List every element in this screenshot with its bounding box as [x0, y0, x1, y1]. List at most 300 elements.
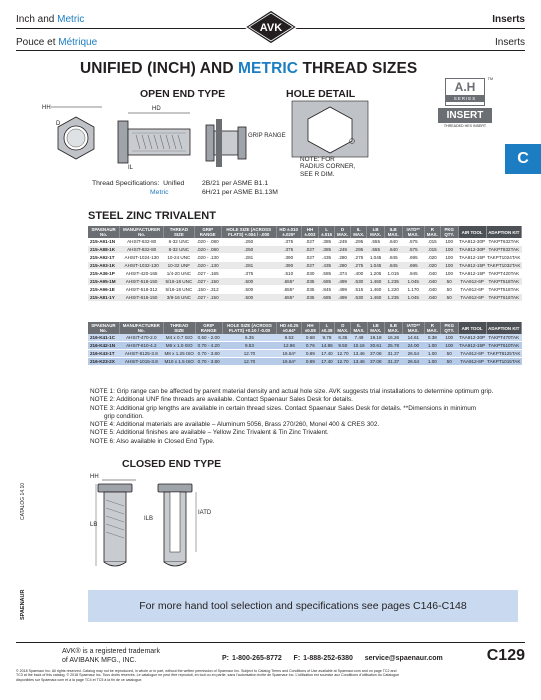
open-end-diagram	[36, 99, 286, 177]
table-cell: .575	[402, 246, 424, 254]
table-cell: .530	[351, 278, 367, 286]
table-cell: .020 - .130	[194, 254, 221, 262]
table-cell: 100	[440, 262, 458, 270]
table-cell: AHSIT-1024-130	[120, 254, 164, 262]
note-line: NOTE 1: Grip range can be affected by parent material density and actual hole size. AVK suggests trial installations to determine optimum grip.	[90, 388, 494, 395]
table-cell: 12.70	[335, 358, 351, 366]
table-cell: 1.00	[424, 350, 440, 358]
table-cell: .385	[319, 238, 335, 246]
footer-contact	[222, 655, 443, 662]
table-cell: 14.61	[402, 334, 424, 342]
table-cell: AHSIT-420-165	[120, 270, 164, 278]
table-cell: .585	[319, 270, 335, 278]
page-number: C129	[486, 647, 525, 664]
table-cell: 37.08	[367, 358, 384, 366]
table-cell: .499	[335, 294, 351, 302]
table-cell: .020 - .130	[194, 262, 221, 270]
table-cell: TAKPT518TAK	[486, 278, 521, 286]
table-cell: .500	[221, 278, 276, 286]
table-cell: 16.64*	[277, 350, 302, 358]
table-cell: 50	[440, 286, 458, 294]
table-cell: AHSIT-1032-130	[120, 262, 164, 270]
table-cell: 0.68	[302, 334, 320, 342]
table-cell: TAKPT420TAK	[486, 270, 521, 278]
table-cell: .390	[276, 254, 301, 262]
table-cell: 5/16-18 UNC	[165, 287, 193, 293]
table-cell: TAKPT1024TAK	[487, 255, 521, 261]
note-line: NOTE 2: Additional UNF fine threads are available. Contact Spaenaur Sales Desk for details.	[90, 396, 353, 404]
table-cell: 100	[440, 334, 458, 342]
table-cell: TAA912-6P	[458, 358, 486, 366]
column-header: IL MAX.	[351, 226, 367, 238]
steel-zinc-heading: STEEL ZINC TRIVALENT	[88, 210, 216, 222]
table-cell: M6 x 1.0 ISO	[163, 342, 195, 350]
note-line: NOTE 3: Additional grip lengths are available in certain thread sizes. Contact Spaenaur Sales Desk for details. **Dimensions in minimum	[90, 404, 477, 412]
table-cell: 215-A88-1K	[88, 246, 120, 254]
table-cell: 1.205	[367, 270, 384, 278]
inch-header-row	[88, 226, 522, 238]
table-cell: 216-K41-1C	[88, 334, 119, 342]
column-header: HOLE SIZE (ACROSS FLATS) +0.10 / -0.00	[222, 322, 277, 334]
table-row	[88, 334, 522, 342]
closed-end-section-view	[158, 484, 192, 566]
column-header: THREAD SIZE	[163, 322, 195, 334]
hole-detail-note: NOTE: FOR RADIUS CORNER, SEE R DIM.	[300, 156, 356, 178]
table-cell: .030	[301, 270, 319, 278]
table-cell: 12.70	[335, 350, 351, 358]
column-header: HH ±0.08	[302, 322, 320, 334]
footer-rule	[16, 642, 525, 643]
table-cell: .020 - .080	[194, 238, 221, 246]
table-cell: AHSIT-518-150	[120, 278, 164, 286]
column-header: D MAX.	[335, 322, 351, 334]
table-cell: .280	[335, 254, 351, 262]
table-cell: .390	[276, 262, 301, 270]
table-cell: TAA912-6P	[458, 286, 486, 294]
table-cell: 1.00	[424, 342, 440, 350]
table-row	[88, 262, 522, 270]
table-cell: AHSIT-610-4.2	[119, 342, 163, 350]
table-cell: .435	[319, 262, 335, 270]
table-cell: 9.53	[277, 334, 302, 342]
header-section-fr: Inserts	[494, 37, 525, 48]
table-cell: 6-32 UNC	[164, 238, 194, 246]
table-cell: .027 - .165	[194, 270, 221, 278]
table-cell: TAKPT832TAK	[486, 246, 521, 254]
column-header: SPAENAUR No.	[88, 322, 119, 334]
table-cell: .945	[402, 270, 424, 278]
table-cell: .530	[351, 294, 367, 302]
table-cell: 14.86	[319, 342, 335, 350]
table-cell: 10-32 UNF	[164, 262, 194, 270]
svg-text:D: D	[56, 121, 61, 127]
table-cell: 1.460	[367, 278, 384, 286]
table-cell: 5/16-18 UNC	[165, 279, 193, 285]
column-header: ILB MAX.	[384, 226, 402, 238]
svg-text:HH: HH	[90, 474, 99, 480]
table-cell: TAA912-6P	[458, 278, 486, 286]
table-cell: .281	[221, 254, 276, 262]
table-cell: .685	[319, 278, 335, 286]
table-cell: 26.54	[402, 350, 424, 358]
table-cell: TAA912-6P	[458, 294, 486, 302]
table-cell: .281	[221, 262, 276, 270]
svg-text:IATD: IATD	[198, 510, 212, 516]
table-cell: 0.70 - 3.80	[195, 350, 222, 358]
table-cell: TAA912-15P	[459, 263, 486, 269]
hole-detail-heading: HOLE DETAIL	[286, 88, 356, 100]
table-cell: TAA912-30P	[459, 247, 486, 253]
column-header: ADAPTION KIT	[486, 322, 521, 334]
table-cell: TAKPT1015TAK	[487, 359, 521, 365]
column-header: GRIP RANGE	[194, 226, 221, 238]
svg-text:ILB: ILB	[144, 516, 154, 522]
column-header: R MAX.	[424, 322, 440, 334]
table-row	[88, 270, 522, 278]
column-header: IATD** MAX.	[402, 226, 424, 238]
column-header: GRIP RANGE	[195, 322, 222, 334]
table-cell: .695	[402, 262, 424, 270]
table-cell: 26.54	[402, 358, 424, 366]
table-cell: .035	[301, 294, 319, 302]
table-cell: 25.78	[384, 342, 402, 350]
table-cell: .295	[351, 238, 367, 246]
table-cell: 100	[440, 254, 458, 262]
table-cell: 1.00	[424, 358, 440, 366]
table-cell: 1/4-20 UNC	[164, 270, 194, 278]
table-cell: 1.170	[402, 286, 424, 294]
table-cell: .510	[276, 270, 301, 278]
table-cell: M8 x 1.25 ISO	[164, 351, 194, 357]
table-cell: .249	[335, 238, 351, 246]
table-cell: .027	[301, 238, 319, 246]
table-cell: .374	[335, 270, 351, 278]
table-cell: .027	[301, 262, 319, 270]
column-header: MANUFACTURER No.	[120, 226, 164, 238]
table-cell: 215-A93-1K	[88, 262, 120, 270]
table-cell: 0.38	[424, 334, 440, 342]
column-header: L ±.015	[319, 226, 335, 238]
table-cell: .020	[424, 262, 440, 270]
column-header: AIR TOOL	[458, 226, 486, 238]
table-cell: TAKPT632TAK	[486, 238, 521, 246]
open-end-side-view	[118, 121, 190, 163]
table-cell: .500	[221, 294, 276, 302]
table-cell: 17.40	[319, 350, 335, 358]
table-cell: .655*	[276, 278, 301, 286]
column-header: THREAD SIZE	[164, 226, 194, 238]
footer-email[interactable]: service@spaenaur.com	[364, 655, 443, 662]
table-cell: 215-A91-1N	[88, 238, 120, 246]
table-cell: 1.015	[384, 270, 402, 278]
table-cell: 215-A92-1T	[88, 254, 120, 262]
column-header: PKG QTY.	[440, 226, 458, 238]
table-cell: 6.35	[222, 334, 277, 342]
table-cell: 9.50	[335, 342, 351, 350]
table-cell: 215-A36-1P	[88, 270, 120, 278]
table-cell: 0.89	[302, 350, 320, 358]
table-cell: .035	[301, 278, 319, 286]
svg-text:LB: LB	[90, 522, 98, 528]
table-cell: 0.76	[302, 342, 320, 350]
column-header: D MAX.	[335, 226, 351, 238]
table-cell: 12.70	[222, 350, 277, 358]
metric-header-row	[88, 322, 522, 334]
table-cell: .027 - .150	[194, 294, 221, 302]
page-title: UNIFIED (INCH) AND METRIC THREAD SIZES	[80, 60, 418, 77]
table-cell: 8-32 UNC	[164, 246, 194, 254]
table-cell: 37.08	[367, 350, 384, 358]
closed-end-diagram	[88, 470, 248, 578]
table-row	[88, 278, 522, 286]
table-cell: .555	[367, 246, 384, 254]
table-cell: 3/8-16 UNC	[164, 294, 194, 302]
open-end-heading: OPEN END TYPE	[140, 88, 226, 100]
promo-banner: For more hand tool selection and specifications see pages C146-C148	[88, 590, 518, 622]
note-line: NOTE 4: Additional materials are available – Aluminum 5056, Brass 270/260, Monel 400 & CRES 302.	[90, 421, 380, 429]
table-cell: .040	[424, 294, 440, 302]
table-cell: .280	[335, 262, 351, 270]
table-row	[88, 246, 522, 254]
table-cell: M4 x 0.7 ISO	[163, 334, 195, 342]
table-cell: AHSIT-616-150	[120, 294, 164, 302]
table-cell: 31.37	[384, 350, 402, 358]
column-header: LB MAX.	[367, 226, 384, 238]
table-cell: 1.235	[384, 294, 402, 302]
table-cell: M10 x 1.5 ISO	[164, 359, 194, 365]
table-cell: .655*	[276, 294, 301, 302]
spaenaur-side-label: SPAENAUR	[20, 589, 26, 620]
table-row	[88, 254, 522, 262]
header-section-en: Inserts	[492, 14, 525, 25]
column-header: HD ±.010 ±.025*	[276, 226, 301, 238]
open-end-installed-view	[206, 119, 246, 167]
table-cell: AHSIT-632-80	[120, 238, 164, 246]
table-cell: TAKPT610TAK	[486, 342, 521, 350]
catalog-side-label: CATALOG 14.10	[20, 482, 26, 520]
table-row	[88, 238, 522, 246]
table-cell: 1.460	[367, 286, 384, 294]
table-cell: .040	[424, 286, 440, 294]
column-header: ADAPTION KIT	[486, 226, 521, 238]
table-cell: .020	[424, 254, 440, 262]
table-cell: .027	[301, 246, 319, 254]
table-cell: .275	[351, 254, 367, 262]
table-cell: .845	[384, 254, 402, 262]
table-cell: 100	[440, 270, 458, 278]
table-cell: TAA912-15P	[459, 343, 486, 349]
table-cell: .499	[335, 286, 351, 294]
table-cell: .150 - .312	[194, 286, 221, 294]
table-cell: 24.00	[402, 342, 424, 350]
table-cell: 0.50 - 2.00	[195, 334, 222, 342]
table-cell: .249	[335, 246, 351, 254]
table-cell: 30.61	[367, 342, 384, 350]
table-cell: TAA912-30P	[459, 335, 486, 341]
table-cell: 50	[440, 294, 458, 302]
table-cell: .015	[424, 246, 440, 254]
table-cell: .027	[301, 254, 319, 262]
table-cell: AHSIT-8125-3.8	[119, 350, 163, 358]
thread-spec-unified: Thread Specifications: Unified 2B/21 per ASME B1.1	[92, 180, 269, 187]
column-header: SPAENAUR No.	[88, 226, 120, 238]
table-cell: 13.46	[351, 358, 367, 366]
column-header: L ±0.38	[319, 322, 335, 334]
table-cell: TAA912-15P	[459, 271, 486, 277]
table-cell: .640	[384, 246, 402, 254]
closed-end-side-view	[98, 484, 132, 566]
table-cell: TAA912-30P	[459, 239, 486, 245]
table-cell: 1.045	[402, 278, 424, 286]
svg-text:GRIP RANGE: GRIP RANGE	[248, 133, 286, 139]
metric-spec-table	[88, 322, 522, 366]
notes-block	[90, 388, 520, 446]
section-tab-c: C	[505, 144, 541, 174]
table-cell: 16.26	[384, 334, 402, 342]
hole-detail-diagram	[290, 99, 370, 159]
table-cell: .015	[424, 238, 440, 246]
table-cell: 1.045	[367, 254, 384, 262]
table-cell: 216-K23-2X	[88, 358, 119, 366]
table-cell: 9.53	[222, 342, 277, 350]
table-cell: TAA912-15P	[459, 255, 486, 261]
table-cell: TAKPT8125TAK	[487, 351, 521, 357]
table-cell: .515	[351, 286, 367, 294]
trademark-line-1: AVK® is a registered trademark	[62, 648, 161, 655]
table-row	[88, 294, 522, 302]
table-cell: .845	[384, 262, 402, 270]
table-cell: .040	[424, 270, 440, 278]
table-cell: .685	[319, 294, 335, 302]
table-cell: .655*	[276, 286, 301, 294]
table-cell: .020 - .080	[194, 246, 221, 254]
table-cell: .640	[384, 238, 402, 246]
table-cell: 19.18	[367, 334, 384, 342]
table-cell: 12.96	[277, 342, 302, 350]
table-cell: .375	[221, 270, 276, 278]
table-cell: 1.045	[402, 294, 424, 302]
table-cell: 13.46	[351, 350, 367, 358]
table-cell: 100	[440, 238, 458, 246]
table-cell: .250	[221, 246, 276, 254]
table-cell: 17.40	[319, 358, 335, 366]
ah-series-badge: A.H SERIES TM INSERT THREADED HEX INSERT	[438, 78, 492, 128]
table-cell: 10-24 UNC	[164, 254, 194, 262]
table-cell: .500	[221, 286, 276, 294]
table-cell: 7.49	[351, 334, 367, 342]
column-header: R MAX.	[424, 226, 440, 238]
table-cell: 215-A81-1Y	[88, 294, 120, 302]
table-cell: .375	[276, 238, 301, 246]
table-cell: TAKPT518TAK	[486, 286, 521, 294]
table-cell: 216-K43-1T	[88, 350, 119, 358]
table-cell: 9.78	[319, 334, 335, 342]
table-cell: AHSIT-470-2.0	[119, 334, 163, 342]
svg-text:AVK: AVK	[259, 22, 283, 34]
column-header: HOLE SIZE (ACROSS FLATS) +.004 / -.000	[221, 226, 276, 238]
table-cell: TAKPT1032TAK	[487, 263, 521, 269]
table-cell: 50	[440, 350, 458, 358]
svg-text:IL: IL	[128, 165, 134, 171]
table-cell: 0.70 - 3.80	[195, 358, 222, 366]
table-cell: .375	[276, 246, 301, 254]
thread-spec-metric: Metric 6H/21 per ASME B1.13M	[150, 189, 278, 196]
table-cell: 10.16	[351, 342, 367, 350]
table-cell: 31.37	[384, 358, 402, 366]
table-cell: .400	[351, 270, 367, 278]
table-cell: 100	[440, 342, 458, 350]
table-cell: TAKPT470TAK	[486, 334, 521, 342]
trademark-line-2: of AVIBANK MFG., INC.	[62, 657, 137, 664]
inch-spec-table	[88, 226, 522, 302]
table-cell: .295	[351, 246, 367, 254]
table-row	[88, 358, 522, 366]
column-header: LB MAX.	[367, 322, 384, 334]
table-cell: 215-A96-1E	[88, 286, 120, 294]
closed-end-heading: CLOSED END TYPE	[122, 458, 222, 470]
table-cell: 215-A95-1M	[88, 278, 120, 286]
table-cell: 1.235	[384, 278, 402, 286]
table-cell: TAA912-6P	[458, 350, 486, 358]
table-cell: .435	[319, 254, 335, 262]
svg-text:HH: HH	[42, 105, 51, 111]
table-cell: 216-K42-1N	[88, 342, 119, 350]
table-cell: .035	[301, 286, 319, 294]
header-category-fr: Pouce et Métrique	[16, 37, 98, 48]
table-cell: .040	[424, 278, 440, 286]
header-rule-bottom	[16, 50, 525, 51]
table-cell: .275	[351, 262, 367, 270]
column-header: AIR TOOL	[458, 322, 486, 334]
column-header: ILB MAX.	[384, 322, 402, 334]
avk-logo	[243, 8, 299, 46]
column-header: HD ±0.25 ±0.64*	[277, 322, 302, 334]
note-line: NOTE 6: Also available in Closed End Type.	[90, 437, 215, 445]
table-cell: .555	[367, 238, 384, 246]
table-cell: AHSIT-832-80	[120, 246, 164, 254]
table-cell: 1.460	[367, 294, 384, 302]
svg-text:HD: HD	[152, 106, 161, 112]
table-cell: .499	[335, 278, 351, 286]
table-cell: 50	[440, 278, 458, 286]
table-cell: AHSIT-1015-3.8	[119, 358, 163, 366]
open-end-hex-view	[58, 117, 94, 159]
table-row	[88, 350, 522, 358]
table-cell: 1.045	[367, 262, 384, 270]
column-header: MANUFACTURER No.	[119, 322, 163, 334]
table-cell: 0.70 - 4.20	[195, 342, 222, 350]
table-cell: TAKPT616TAK	[486, 294, 521, 302]
table-cell: 1.220	[384, 286, 402, 294]
column-header: IATD** MAX.	[402, 322, 424, 334]
column-header: IL MAX.	[351, 322, 367, 334]
note-line: grip condition.	[104, 412, 144, 420]
table-cell: .575	[402, 238, 424, 246]
column-header: PKG QTY.	[440, 322, 458, 334]
table-row	[88, 342, 522, 350]
table-cell: .250	[221, 238, 276, 246]
table-cell: 12.70	[222, 358, 277, 366]
table-cell: AHSIT-518-312	[120, 286, 164, 294]
table-cell: .695	[402, 254, 424, 262]
table-cell: 100	[440, 246, 458, 254]
table-cell: 16.64*	[277, 358, 302, 366]
table-cell: 6.35	[335, 334, 351, 342]
table-cell: .845	[319, 286, 335, 294]
header-category-en: Inch and Metric	[16, 14, 85, 25]
footer-fax: F: 1-888-252-6380	[293, 655, 353, 662]
table-cell: .027 - .150	[194, 278, 221, 286]
